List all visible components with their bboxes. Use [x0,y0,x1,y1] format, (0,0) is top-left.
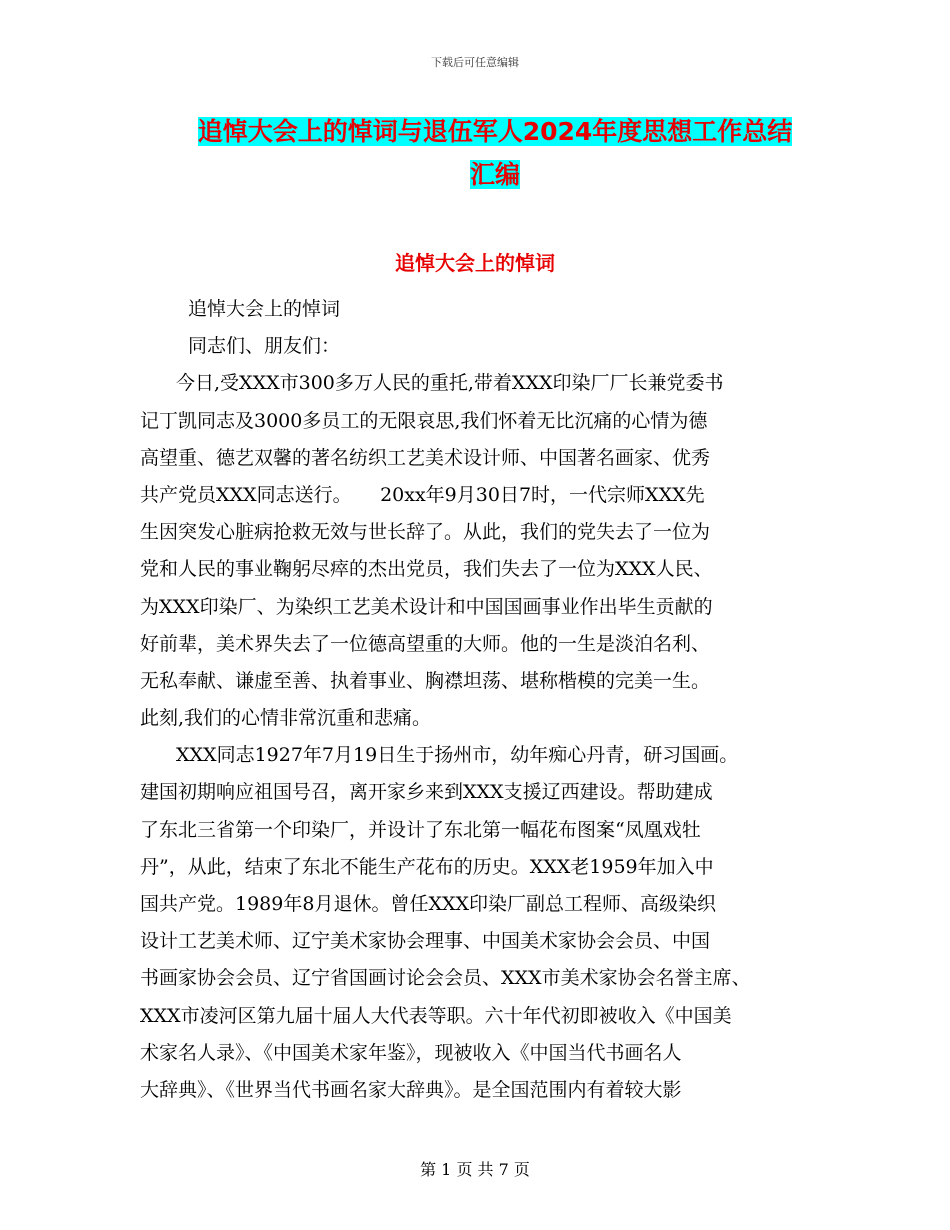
text-line: 追悼大会上的悼词 [188,298,341,320]
text-line: 术家名人录》、《中国美术家年鉴》，现被收入《中国当代书画名人 [140,1041,682,1064]
text-line: 设计工艺美术师、辽宁美术家协会理事、中国美术家协会会员、中国 [140,930,711,953]
document-title [150,110,840,196]
text-line: 生因突发心脏病抢救无效与世长辞了。从此，我们的党失去了一位为 [140,521,711,544]
text-line: 国共产党。1989年8月退休。曾任XXX印染厂副总工程师、高级染织 [140,893,717,915]
text-line: 丹”，从此，结束了东北不能生产花布的历史。XXX老1959年加入中 [140,855,714,878]
document-title-line-2: 汇编 [469,160,520,189]
text-line: 同志们、朋友们： [188,335,341,358]
text-line: 今日,受XXX市300多万人民的重托,带着XXX印染厂厂长兼党委书 [176,372,724,395]
text-line: 好前辈，美术界失去了一位德高望重的大师。他的一生是淡泊名利、 [140,632,711,655]
text-line: 共产党员XXX同志送行。 20xx年9月30日7时，一代宗师XXX先 [140,483,705,506]
body-text [140,291,830,1109]
text-line: 记丁凯同志及3000多员工的无限哀思,我们怀着无比沉痛的心情为德 [140,409,708,432]
text-line: 大辞典》、《世界当代书画名家大辞典》。是全国范围内有着较大影 [140,1078,682,1101]
text-line: 无私奉献、谦虚至善、执着事业、胸襟坦荡、堪称楷模的完美一生。 [140,669,711,692]
text-line: 书画家协会会员、辽宁省国画讨论会会员、XXX市美术家协会名誉主席、 [140,967,751,990]
text-line: 建国初期响应祖国号召，离开家乡来到XXX支援辽西建设。帮助建成 [140,781,713,804]
text-line: 了东北三省第一个印染厂，并设计了东北第一幅花布图案“凤凰戏牡 [140,818,701,841]
page-footer: 第 1 页 共 7 页 [420,1160,530,1179]
text-line: XXX同志1927年7月19日生于扬州市，幼年痴心丹青，研习国画。 [176,744,739,767]
text-line: 高望重、德艺双馨的著名纺织工艺美术设计师、中国著名画家、优秀 [140,446,711,469]
text-line: 为XXX印染厂、为染织工艺美术设计和中国国画事业作出毕生贡献的 [140,595,713,618]
document-title-line-1: 追悼大会上的悼词与退伍军人2024年度思想工作总结 [197,117,793,146]
text-line: 党和人民的事业鞠躬尽瘁的杰出党员，我们失去了一位为XXX人民、 [140,558,713,581]
section-title: 追悼大会上的悼词 [395,251,555,275]
text-line: XXX市凌河区第九届十届人大代表等职。六十年代初即被收入《中国美 [140,1004,732,1027]
text-line: 此刻,我们的心情非常沉重和悲痛。 [140,707,432,730]
page-header-note: 下载后可任意编辑 [431,56,519,69]
